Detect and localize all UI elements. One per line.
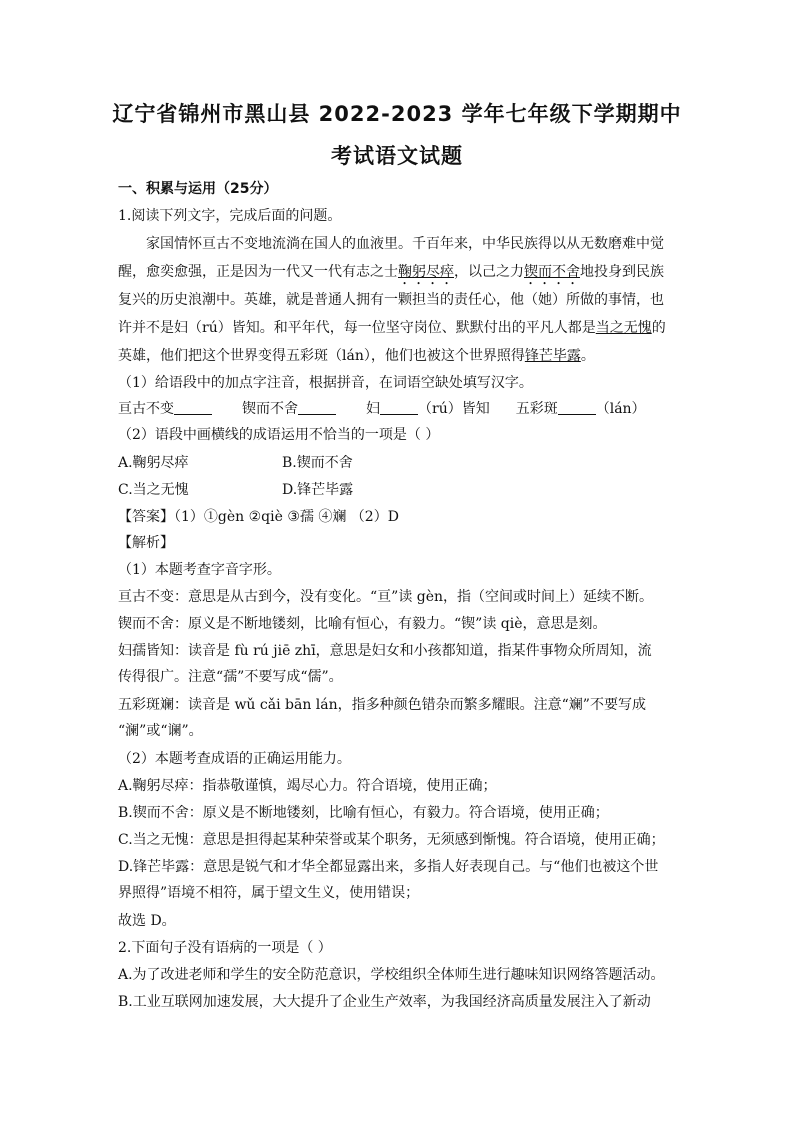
options-row-2 <box>118 479 678 501</box>
doc-title-line2: 考试语文试题 <box>331 144 463 168</box>
passage-line-5: 英雄，他们把这个世界变得五彩斑（lán），他们也被这个世界照得锋芒毕露。 <box>118 348 595 364</box>
q1-stem: 1.阅读下列文字，完成后面的问题。 <box>118 208 342 224</box>
analysis-line: 传得很广。注意“孺”不要写成“儒”。 <box>118 669 343 685</box>
passage-line-3: 复兴的历史浪潮中。英雄，就是普通人拥有一颗担当的责任心，他（她）所做的事情，也 <box>118 292 664 308</box>
option-a: A.鞠躬尽瘁 <box>118 455 189 471</box>
options-row-1 <box>118 452 678 474</box>
analysis-label: 【解析】 <box>118 535 174 551</box>
q2-option-a: A.为了改进老师和学生的安全防范意识，学校组织全体师生进行趣味知识网络答题活动。 <box>118 967 665 983</box>
passage-line-4: 许并不是妇（rú）皆知。和平年代，每一位坚守岗位、默默付出的平凡人都是当之无愧的 <box>118 320 666 336</box>
section-heading: 一、积累与运用（25分） <box>118 181 278 197</box>
blank-4[interactable] <box>558 400 596 415</box>
answer: 【答案】（1）①gèn ②qiè ③孺 ④斓 （2）D <box>118 509 399 525</box>
analysis-line: 界照得”语境不相符，属于望文生义，使用错误； <box>118 885 420 901</box>
q1-sub2: （2）语段中画横线的成语运用不恰当的一项是（ ） <box>118 427 440 443</box>
analysis-line: D.锋芒毕露：意思是锐气和才华全都显露出来，多指人好表现自己。与“他们也被这个世 <box>118 859 659 875</box>
q1-sub1: （1）给语段中的加点字注音，根据拼音，在词语空缺处填写汉字。 <box>118 375 533 391</box>
option-b: B.锲而不舍 <box>282 455 353 471</box>
doc-title-line1: 辽宁省锦州市黑山县 2022-2023 学年七年级下学期期中 <box>112 102 682 126</box>
option-d: D.锋芒毕露 <box>282 482 354 498</box>
analysis-line: C.当之无愧：意思是担得起某种荣誉或某个职务，无须感到惭愧。符合语境，使用正确； <box>118 832 665 848</box>
underlined-idiom-4: 锋芒毕露 <box>524 348 581 364</box>
analysis-line: A.鞠躬尽瘁：指恭敬谨慎，竭尽心力。符合语境，使用正确； <box>118 778 497 794</box>
fill-in-row: 亘古不变 锲而不舍 妇 （rú）皆知 五彩斑 （lán） <box>118 401 646 417</box>
underlined-idiom-2: 锲而不舍 <box>524 264 580 280</box>
passage-line-1: 家国情怀亘古不变地流淌在国人的血液里。千百年来，中华民族得以从无数磨难中觉 <box>146 236 664 252</box>
analysis-line: 五彩斑斓：读音是 wǔ cǎi bān lán，指多种颜色错杂而繁多耀眼。注意“斓”不要写成 <box>118 697 646 713</box>
q2-option-b: B.工业互联网加速发展，大大提升了企业生产效率，为我国经济高质量发展注入了新动 <box>118 994 651 1010</box>
analysis-line: （2）本题考查成语的正确运用能力。 <box>118 751 351 767</box>
q2-stem: 2.下面句子没有语病的一项是（ ） <box>118 940 332 956</box>
analysis-line: 妇孺皆知：读音是 fù rú jiē zhī，意思是妇女和小孩都知道，指某件事物众所周知，流 <box>118 643 652 659</box>
underlined-idiom-3: 当之无愧 <box>595 320 652 336</box>
analysis-line: “澜”或“谰”。 <box>118 723 203 739</box>
blank-1[interactable] <box>174 400 212 415</box>
analysis-line: （1）本题考查字音字形。 <box>118 562 281 578</box>
analysis-line: B.锲而不舍：原义是不断地镂刻，比喻有恒心，有毅力。符合语境，使用正确； <box>118 805 609 821</box>
analysis-line: 锲而不舍：原义是不断地镂刻，比喻有恒心，有毅力。“锲”读 qiè，意思是刻。 <box>118 616 607 632</box>
option-c: C.当之无愧 <box>118 482 189 498</box>
blank-2[interactable] <box>298 400 336 415</box>
analysis-line: 故选 D。 <box>118 913 176 929</box>
underlined-idiom-1: 鞠躬尽瘁 <box>398 264 454 280</box>
analysis-line: 亘古不变：意思是从古到今，没有变化。“亘”读 gèn，指（空间或时间上）延续不断。 <box>118 589 654 605</box>
passage-line-2: 醒，愈奕愈强，正是因为一代又一代有志之士鞠躬尽瘁，以己之力锲而不舍地投身到民族 <box>118 264 664 280</box>
blank-3[interactable] <box>380 400 418 415</box>
